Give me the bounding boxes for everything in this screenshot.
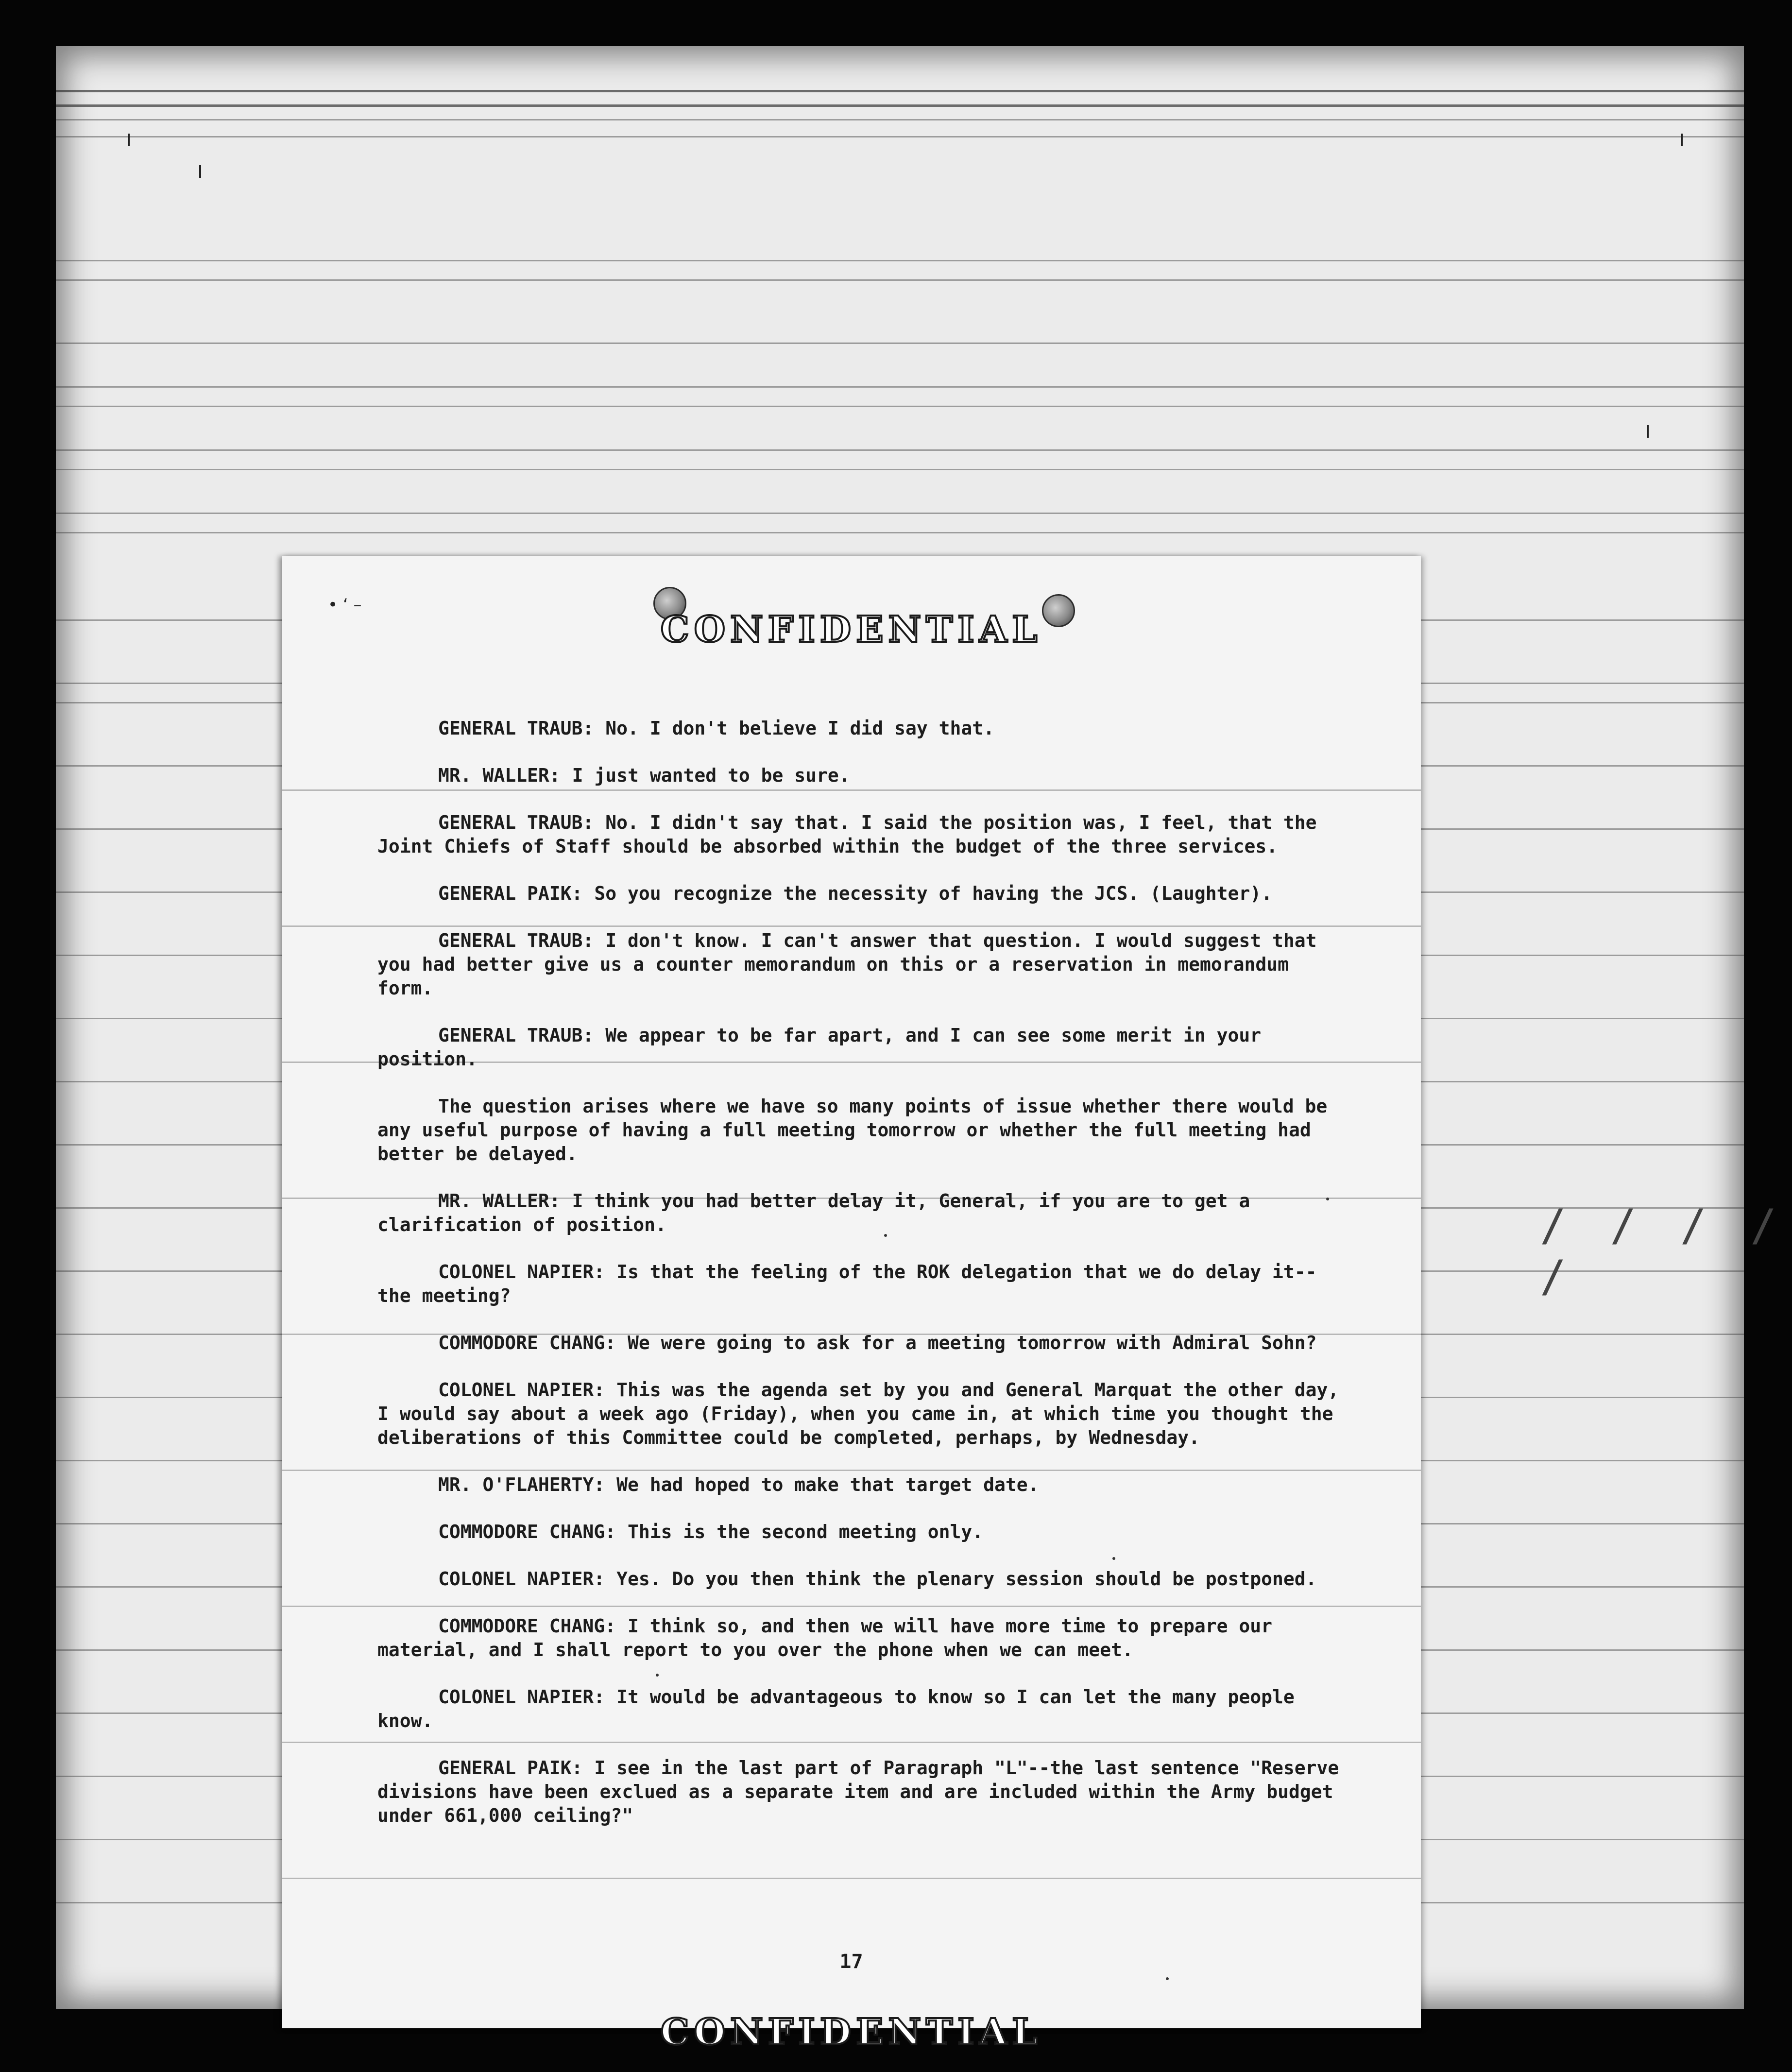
paragraph-text: It would be advantageous to know so I can let the many people know. bbox=[377, 1686, 1295, 1731]
page-number: 17 bbox=[839, 1951, 863, 1973]
paragraph-text: Is that the feeling of the ROK delegation that we do delay it--the meeting? bbox=[377, 1261, 1317, 1306]
speckle bbox=[656, 1674, 659, 1677]
paragraph-text: We appear to be far apart, and I can see some merit in your position. bbox=[377, 1025, 1262, 1070]
paragraph-text: This was the agenda set by you and General Marquat the other day, I would say about a week ago (Friday), when you came in, at which time you thought the deliberations of this Committee could be completed, perhaps, by Wednesday. bbox=[377, 1379, 1339, 1448]
ruled-line bbox=[56, 449, 1744, 451]
ruled-line bbox=[56, 532, 1744, 533]
speaker-label: COLONEL NAPIER: bbox=[438, 1686, 605, 1708]
ruled-line bbox=[56, 406, 1744, 407]
transcript-paragraph bbox=[377, 1378, 1349, 1450]
speaker-label: GENERAL TRAUB: bbox=[438, 1025, 594, 1046]
paragraph-text: I think you had better delay it, General, if you are to get a clarification of position. bbox=[377, 1190, 1250, 1235]
paragraph-text: The question arises where we have so many points of issue whether there would be any useful purpose of having a full meeting tomorrow or whether the full meeting had better be delayed. bbox=[377, 1096, 1328, 1164]
ruled-line bbox=[56, 119, 1744, 120]
ruled-line bbox=[56, 260, 1744, 261]
speckle bbox=[1112, 1557, 1115, 1560]
paragraph-text: No. I don't believe I did say that. bbox=[605, 718, 995, 739]
margin-tick bbox=[128, 134, 130, 146]
document-page bbox=[282, 556, 1421, 2053]
transcript-paragraph bbox=[377, 1331, 1349, 1355]
paragraph-text: We had hoped to make that target date. bbox=[616, 1474, 1039, 1495]
transcript-paragraph bbox=[377, 717, 1349, 740]
paragraph-text: I think so, and then we will have more time to prepare our material, and I shall report to you over the phone when we can meet. bbox=[377, 1615, 1272, 1661]
ruled-line bbox=[56, 469, 1744, 470]
speaker-label: MR. O'FLAHERTY: bbox=[438, 1474, 605, 1495]
ruled-line bbox=[56, 513, 1744, 514]
paragraph-text: Yes. Do you then think the plenary session should be postponed. bbox=[616, 1568, 1317, 1590]
paragraph-text: I see in the last part of Paragraph "L"--the last sentence "Reserve divisions have been exclued as a separate item and are included within the Army budget under 661,000 ceiling?" bbox=[377, 1757, 1339, 1826]
ruled-line bbox=[56, 90, 1744, 92]
speaker-label: GENERAL TRAUB: bbox=[438, 812, 594, 833]
speaker-label: COMMODORE CHANG: bbox=[438, 1615, 616, 1637]
ruled-line bbox=[56, 104, 1744, 107]
speaker-label: COMMODORE CHANG: bbox=[438, 1521, 616, 1542]
transcript-paragraph bbox=[377, 1024, 1349, 1071]
speaker-label: COLONEL NAPIER: bbox=[438, 1379, 605, 1401]
transcript-paragraph bbox=[377, 1520, 1349, 1544]
transcript-paragraph bbox=[377, 1189, 1349, 1237]
paragraph-text: This is the second meeting only. bbox=[628, 1521, 984, 1542]
transcript-paragraph bbox=[377, 811, 1349, 858]
ruled-line bbox=[56, 342, 1744, 344]
transcript-paragraph bbox=[377, 764, 1349, 788]
paragraph-text: I just wanted to be sure. bbox=[572, 765, 850, 786]
speaker-label: GENERAL TRAUB: bbox=[438, 718, 594, 739]
transcript-paragraph bbox=[377, 1473, 1349, 1497]
speaker-label: COLONEL NAPIER: bbox=[438, 1568, 605, 1590]
margin-marks: • ‘ – bbox=[328, 595, 362, 615]
transcript-paragraph bbox=[377, 882, 1349, 906]
classification-stamp-bottom: CONFIDENTIAL bbox=[660, 2011, 1042, 2053]
paragraph-text: No. I didn't say that. I said the position was, I feel, that the Joint Chiefs of Staff should be absorbed within the budget of the three services. bbox=[377, 812, 1317, 857]
margin-tick bbox=[1647, 425, 1649, 438]
ruled-line bbox=[56, 279, 1744, 281]
paragraph-text: We were going to ask for a meeting tomorrow with Admiral Sohn? bbox=[628, 1332, 1317, 1353]
speckle bbox=[1326, 1198, 1329, 1200]
transcript-paragraph bbox=[377, 1095, 1349, 1166]
speaker-label: MR. WALLER: bbox=[438, 1190, 561, 1212]
ruled-line bbox=[56, 386, 1744, 388]
transcript-body bbox=[377, 717, 1349, 1851]
transcript-paragraph bbox=[377, 1567, 1349, 1591]
transcript-paragraph bbox=[377, 1756, 1349, 1828]
paragraph-text: I don't know. I can't answer that question. I would suggest that you had better give us a counter memorandum on this or a reservation in memorandum form. bbox=[377, 930, 1317, 999]
classification-stamp-top: CONFIDENTIAL bbox=[660, 609, 1042, 651]
speaker-label: COLONEL NAPIER: bbox=[438, 1261, 605, 1283]
paragraph-text: So you recognize the necessity of having the JCS. (Laughter). bbox=[594, 883, 1272, 904]
speaker-label: COMMODORE CHANG: bbox=[438, 1332, 616, 1353]
transcript-paragraph bbox=[377, 1260, 1349, 1308]
ruled-line bbox=[56, 136, 1744, 137]
scratch-marks: / / / / / bbox=[1540, 1200, 1786, 1302]
transcript-paragraph bbox=[377, 1614, 1349, 1662]
speaker-label: MR. WALLER: bbox=[438, 765, 561, 786]
margin-tick bbox=[1681, 134, 1683, 146]
speaker-label: GENERAL PAIK: bbox=[438, 883, 583, 904]
transcript-paragraph bbox=[377, 929, 1349, 1000]
transcript-paragraph bbox=[377, 1685, 1349, 1733]
speaker-label: GENERAL TRAUB: bbox=[438, 930, 594, 951]
bleed-line bbox=[282, 1878, 1421, 1879]
speckle bbox=[1166, 1977, 1169, 1980]
speckle bbox=[884, 1234, 887, 1237]
speaker-label: GENERAL PAIK: bbox=[438, 1757, 583, 1779]
margin-tick bbox=[199, 165, 201, 178]
